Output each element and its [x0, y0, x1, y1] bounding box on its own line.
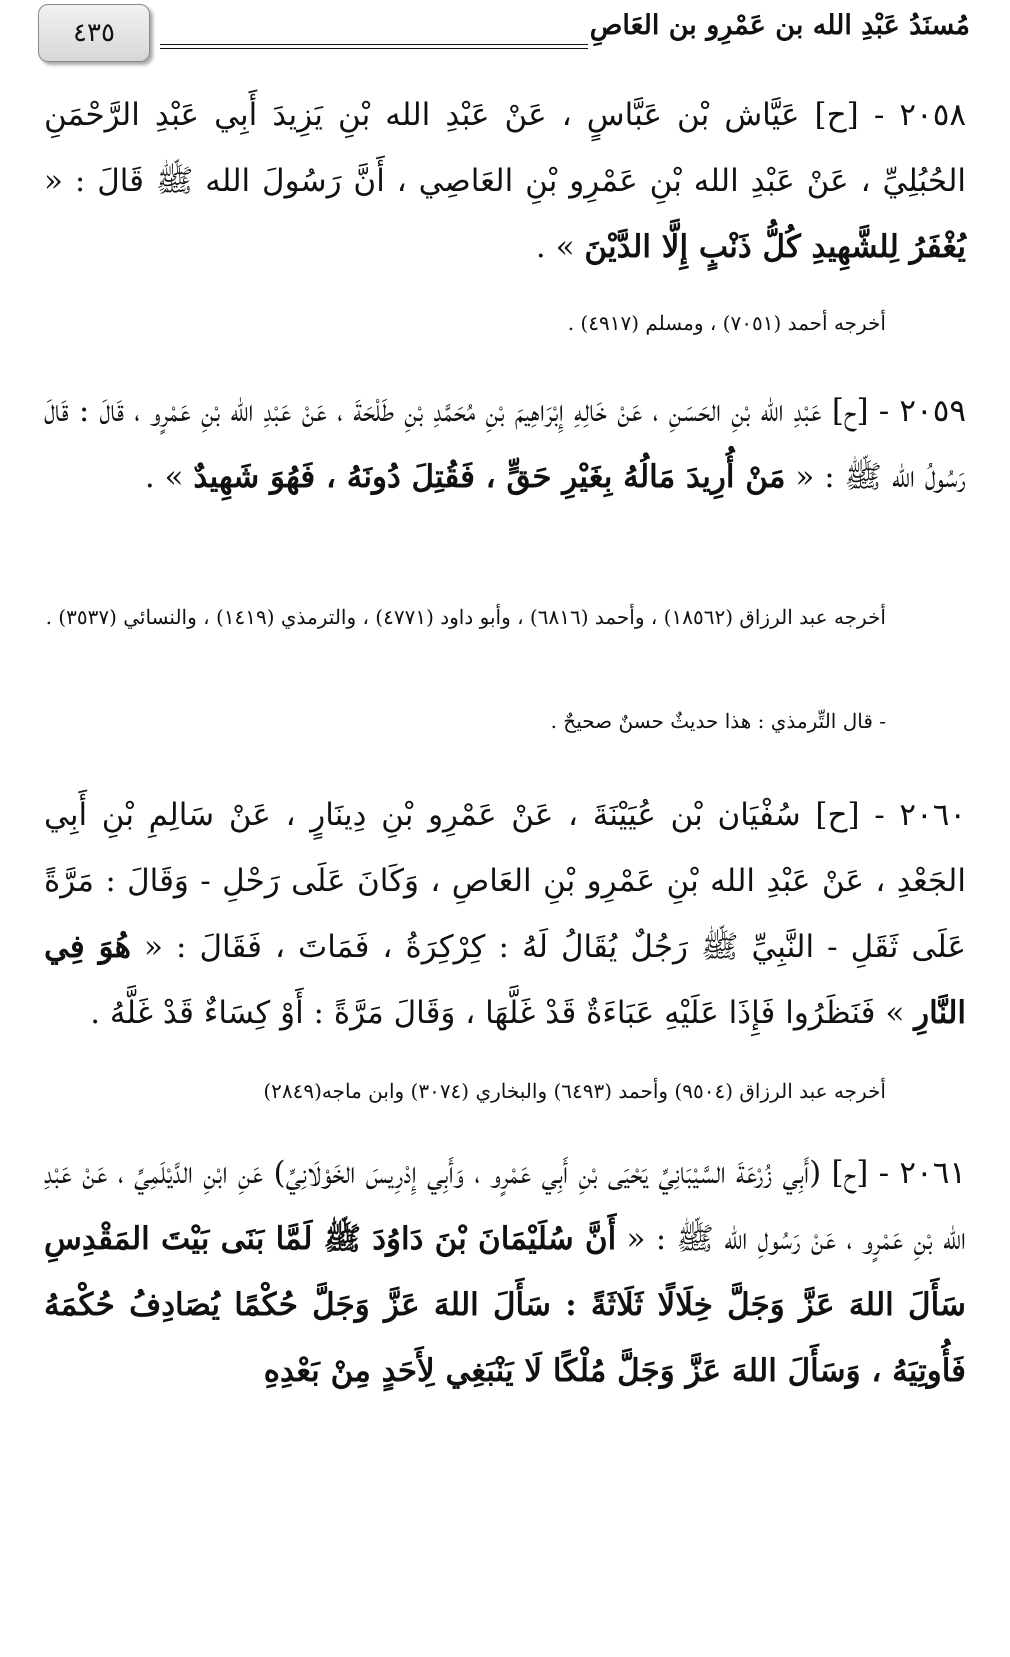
- page-number: ٤٣٥: [38, 4, 150, 62]
- hadith-end: » .: [535, 229, 585, 265]
- hadith-matn: هُوَ فِي النَّارِ: [44, 929, 966, 1031]
- hadith-number: ٢٠٦١: [899, 1155, 966, 1191]
- hadith-number: ٢٠٦٠: [899, 797, 966, 833]
- takhrij-2060: أخرجه عبد الرزاق (٩٥٠٤) وأحمد (٦٤٩٣) والبخاري (٣٠٧٤) وابن ماجه(٢٨٤٩): [263, 1079, 886, 1103]
- hadith-isnad: - [ح] سُفْيَان بْن عُيَيْنَةَ ، عَنْ عَمْرِو بْنِ دِينَارٍ ، عَنْ سَالِمِ بْنِ أَبِي الجَعْدِ ، عَنْ عَبْدِ الله بْنِ عَمْرِو بْنِ العَاصِ ، وَكَانَ عَلَى رَحْلِ - وَقَالَ : مَرَّةً عَلَى ثَقَلِ - النَّبِيِّ ﷺ رَجُلٌ يُقَالُ لَهُ : كِرْكِرَةُ ، فَمَاتَ ، فَقَالَ : «: [44, 797, 967, 965]
- hadith-isnad: - [ح] عَيَّاش بْن عَبَّاسٍ ، عَنْ عَبْدِ الله بْنِ يَزِيدَ أَبِي عَبْدِ الرَّحْمَنِ الحُبُلِيِّ ، عَنْ عَبْدِ الله بْنِ عَمْرِو بْنِ العَاصِي ، أَنَّ رَسُولَ الله ﷺ قَالَ : «: [44, 97, 966, 199]
- hadith-matn: أَنَّ سُلَيْمَانَ بْنَ دَاوُدَ ﷺ لَمَّا بَنَى بَيْتَ المَقْدِسِ سَأَلَ اللهَ عَزَّ وَجَلَّ خِلَالًا ثَلَاثَةً : سَأَلَ اللهَ عَزَّ وَجَلَّ حُكْمًا يُصَادِفُ حُكْمَهُ فَأُوتِيَهُ ، وَسَأَلَ اللهَ عَزَّ وَجَلَّ مُلْكًا لَا يَنْبَغِي لِأَحَدٍ مِنْ بَعْدِهِ: [44, 1221, 966, 1389]
- hadith-2059: [44, 378, 966, 510]
- hadith-2058: [44, 82, 966, 280]
- takhrij-2058: أخرجه أحمد (٧٠٥١) ، ومسلم (٤٩١٧) .: [567, 311, 886, 335]
- takhrij-2059: أخرجه عبد الرزاق (١٨٥٦٢) ، وأحمد (٦٨١٦) ، وأبو داود (٤٧٧١) ، والترمذي (١٤١٩) ، والنسائي (٣٥٣٧) .: [45, 605, 886, 629]
- tirmidhi-comment: - قال التِّرمذي : هذا حديثٌ حسنٌ صحيحٌ .: [550, 709, 886, 733]
- hadith-isnad: - [ح] عَبْدِ الله بْنِ الحَسَنِ ، عَنْ خَالِهِ إِبْرَاهِيمَ بْنِ مُحَمَّدِ بْنِ طَلْحَةَ ، عَنْ عَبْدِ الله بْنِ عَمْرٍو ، قَالَ : قَالَ رَسُولُ الله ﷺ : «: [44, 393, 966, 495]
- header-rule: [160, 44, 588, 49]
- running-title: مُسنَدُ عَبْدِ الله بن عَمْرِو بن العَاصِ: [589, 10, 970, 41]
- hadith-end: » فَنَظَرُوا فَإِذَا عَلَيْهِ عَبَاءَةٌ قَدْ غَلَّهَا ، وَقَالَ مَرَّةً : أَوْ كِسَاءٌ قَدْ غَلَّهُ .: [90, 995, 915, 1031]
- hadith-matn: يُغْفَرُ لِلشَّهِيدِ كُلُّ ذَنْبٍ إِلَّا الدَّيْنَ: [584, 229, 966, 265]
- page-header: [38, 4, 970, 62]
- hadith-number: ٢٠٥٩: [899, 393, 966, 429]
- hadith-end: » .: [144, 459, 194, 495]
- hadith-number: ٢٠٥٨: [899, 97, 966, 133]
- hadith-2061: [44, 1140, 966, 1404]
- hadith-isnad: - [ح] (أَبِي زُرْعَةَ السَّيْبَانِيِّ يَحْيَى بْنِ أَبِي عَمْرٍو ، وَأَبِي إِدْرِيسَ الخَوْلَانِيِّ) عَنِ ابْنِ الدَّيْلَمِيِّ ، عَنْ عَبْدِ الله بْنِ عَمْرٍو ، عَنْ رَسُولِ الله ﷺ : «: [44, 1155, 966, 1257]
- hadith-2060: [44, 782, 966, 1046]
- hadith-matn: مَنْ أُرِيدَ مَالُهُ بِغَيْرِ حَقٍّ ، فَقُتِلَ دُونَهُ ، فَهُوَ شَهِيدٌ: [193, 459, 786, 495]
